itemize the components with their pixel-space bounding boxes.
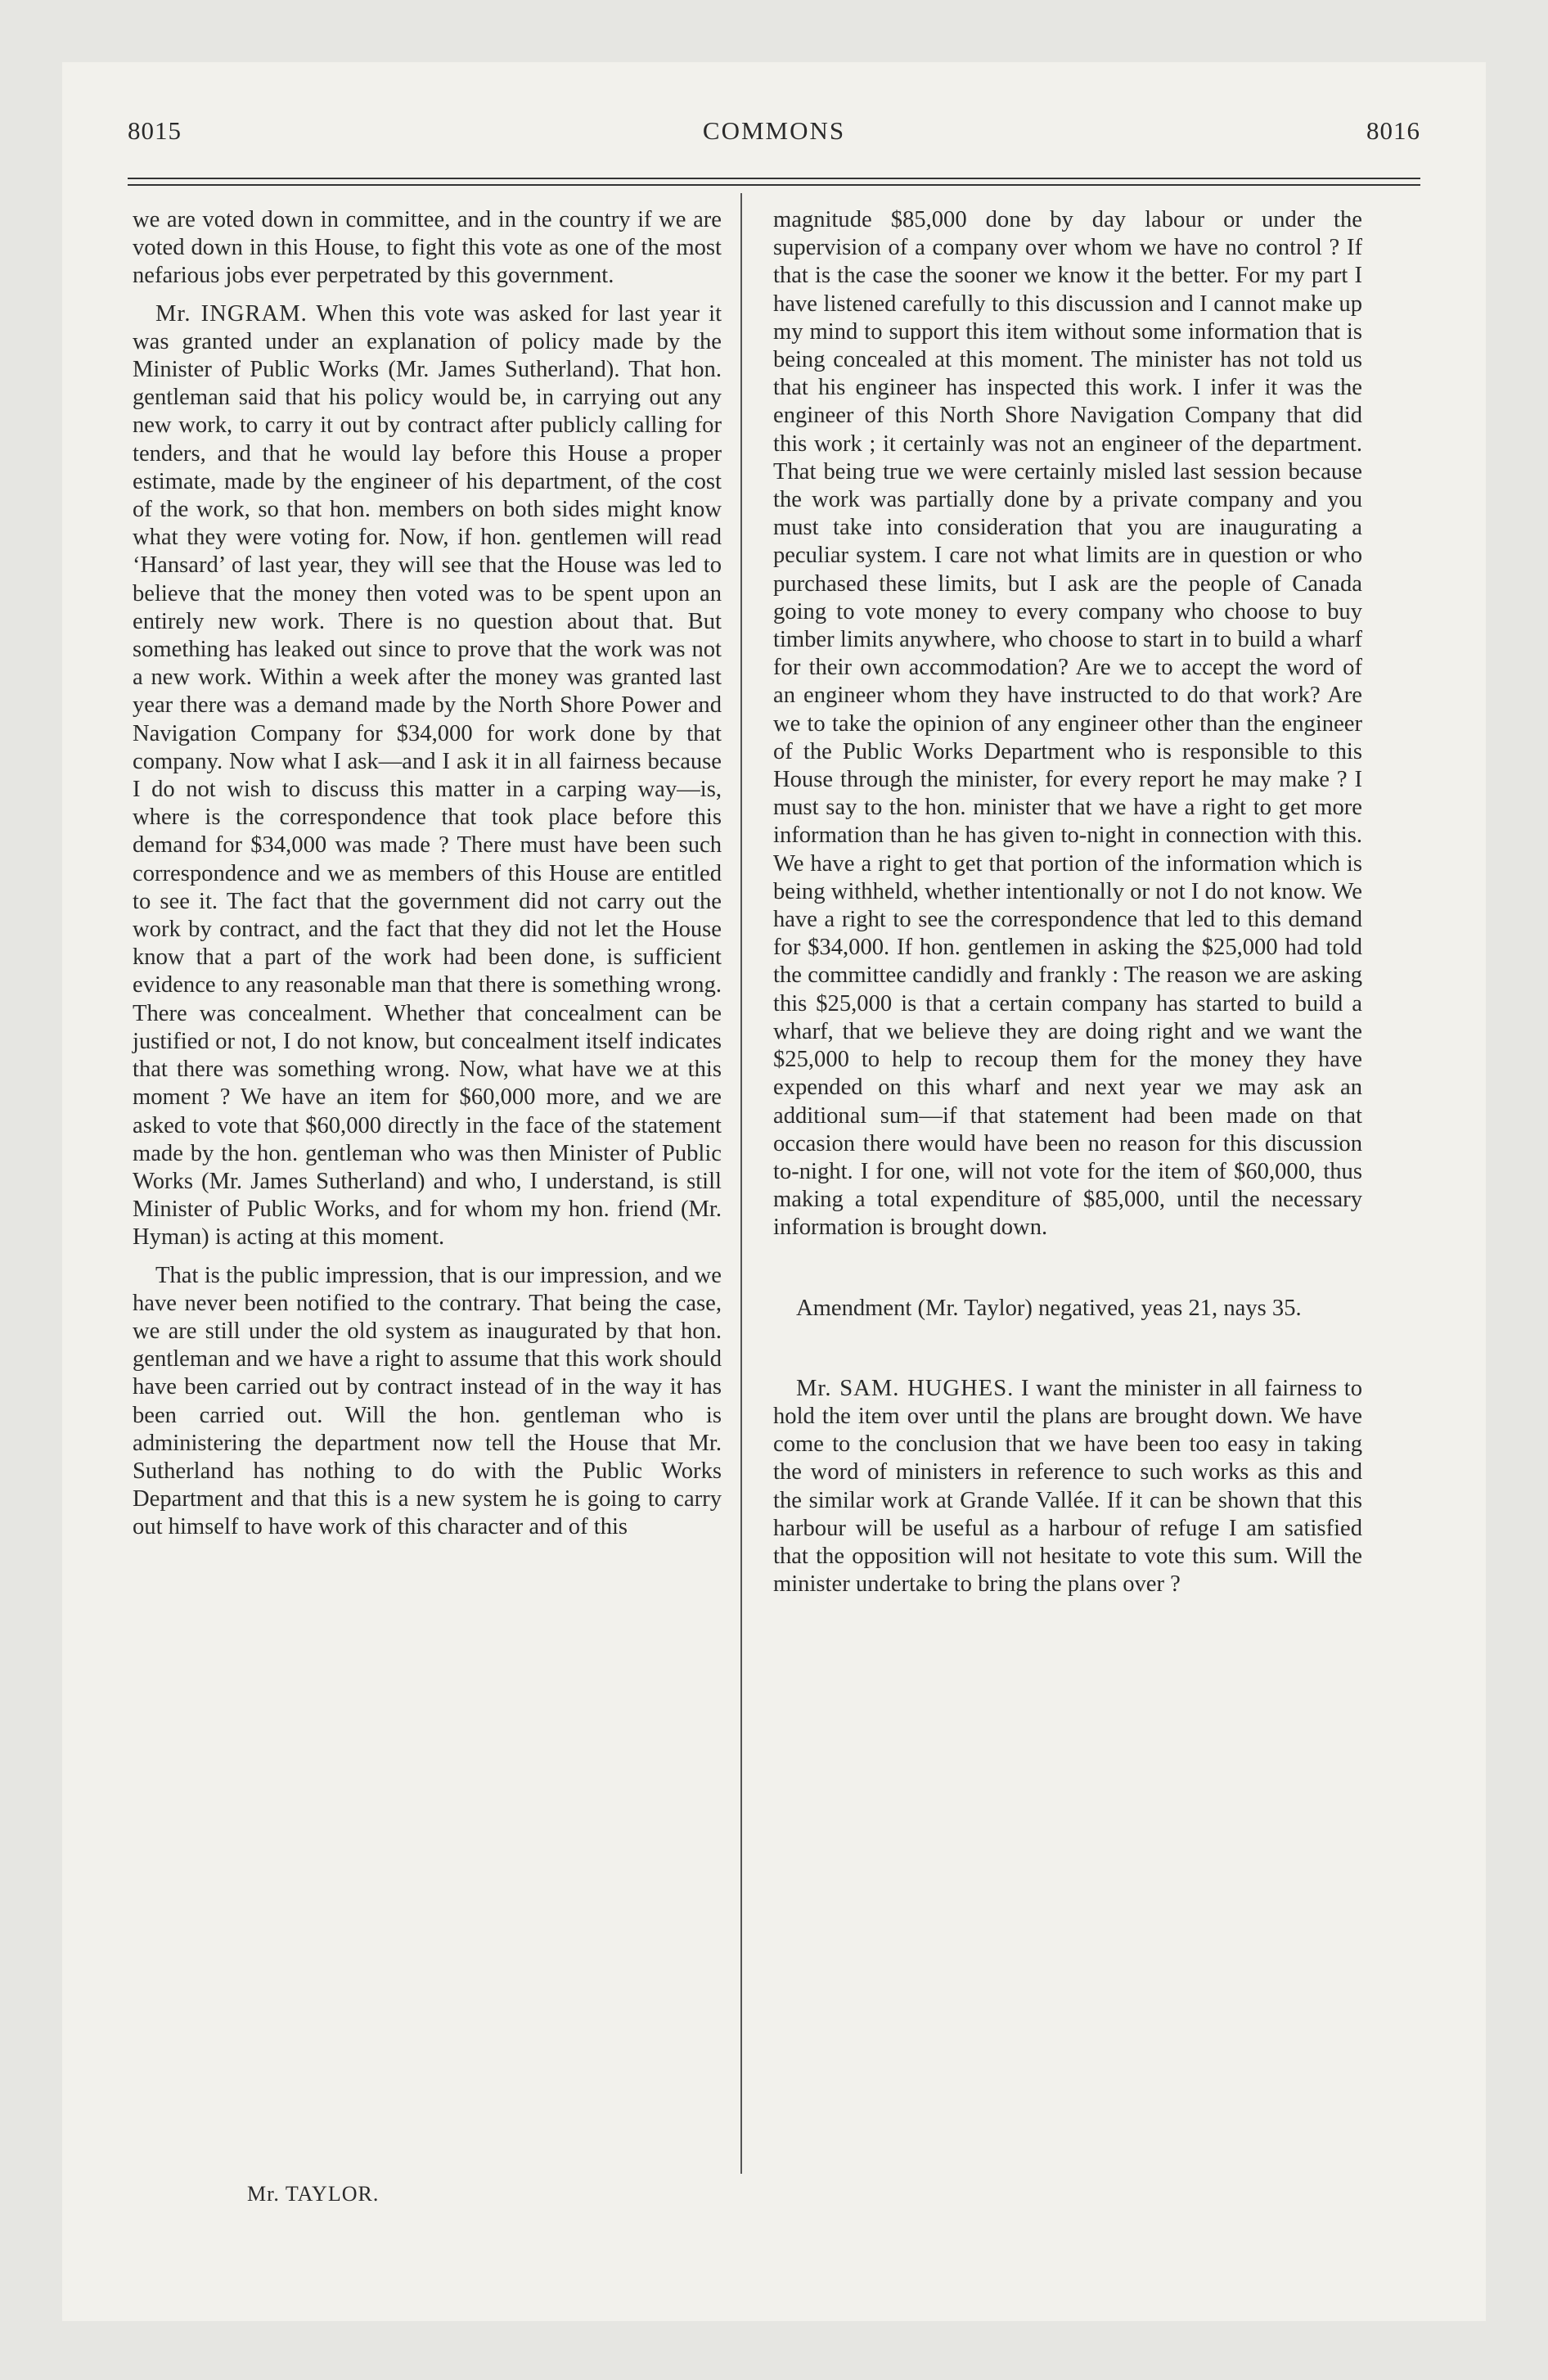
column-divider — [740, 193, 742, 2174]
speaker-name: Mr. INGRAM. — [155, 300, 308, 327]
speech-text: I want the minister in all fairness to hold the item over until the plans are brought down. We have come to the conclusion that we have been too easy in taking the word of ministers in reference to such works as this and the similar work at Grande Vallée. If it can be shown that this harbour will be useful as a harbour of refuge I am satisfied that the opposition will not hesitate to vote this sum. Will the minister undertake to bring the plans over ? — [773, 1375, 1362, 1598]
catchword: Mr. TAYLOR. — [247, 2182, 380, 2206]
page-number-left: 8015 — [128, 116, 182, 145]
header-double-rule — [128, 178, 1420, 186]
page-number-right: 8016 — [1366, 116, 1420, 145]
right-column — [773, 206, 1362, 1608]
paragraph: we are voted down in committee, and in the country if we are voted down in this House, to fight this vote as one of the most nefarious jobs ever perpetrated by this government. — [133, 207, 722, 289]
page — [62, 62, 1486, 2321]
paragraph-ingram — [133, 300, 722, 1252]
speech-text: When this vote was asked for last year it was granted under an explanation of policy made by the Minister of Public Works (Mr. James Sutherland). That hon. gentleman said that his policy would be, in carrying out any new work, to carry it out by contract after publicly calling for tenders, and that he would lay before this House a proper estimate, made by the engineer of his department, of the cost of the work, so that hon. members on both sides might know what they were voting for. Now, if hon. gentlemen will read ‘Hansard’ of last year, they will see that the House was led to believe that the money then voted was to be spent upon an entirely new work. There is no question about that. But something has leaked out since to prove that the work was not a new work. Within a week after the money was granted last year there was a demand made by the North Shore Power and Navigation Company for $34,000 for work done by that company. Now what I ask—and I ask it in all fairness because I do not wish to discuss this matter in a carping way—is, where is the correspondence that took place before this demand for $34,000 was made ? There must have been such correspondence and we as members of this House are entitled to see it. The fact that the government did not carry out the work by contract, and the fact that they did not let the House know that a part of the work had been done, is sufficient evidence to any reasonable man that there is something wrong. There was concealment. Whether that concealment can be justified or not, I do not know, but concealment itself indicates that there was something wrong. Now, what have we at this moment ? We have an item for $60,000 more, and we are asked to vote that $60,000 directly in the face of the statement made by the hon. gentleman who was then Minister of Public Works (Mr. James Sutherland) and who, I understand, is still Minister of Public Works, and for whom my hon. friend (Mr. Hyman) is acting at this moment. — [133, 300, 722, 1251]
page-header — [128, 116, 1420, 149]
speaker-name: Mr. SAM. HUGHES. — [796, 1375, 1015, 1401]
amendment-result: Amendment (Mr. Taylor) negatived, yeas 21, nays 35. — [796, 1295, 1302, 1321]
left-column — [133, 206, 722, 1552]
paragraph-hughes — [773, 1375, 1362, 1599]
paragraph: That is the public impression, that is our impression, and we have never been notified to the contrary. That being the case, we are still under the old system as inaugurated by that hon. gentleman and we have a right to assume that this work should have been carried out by contract instead of in the way it has been carried out. Will the hon. gentleman who is administering the department now tell the House that Mr. Sutherland has nothing to do with the Public Works Department and that this is a new system he is going to carry out himself to have work of this character and of this — [133, 1262, 722, 1540]
page-title: COMMONS — [702, 116, 846, 145]
paragraph: magnitude $85,000 done by day labour or under the supervision of a company over whom we have no control ? If that is the case the sooner we know it the better. For my part I have listened carefully to this discussion and I cannot make up my mind to support this item without some information that is being concealed at this moment. The minister has not told us that his engineer has inspected this work. I infer it was the engineer of this North Shore Navigation Company that did this work ; it certainly was not an engineer of the department. That being true we were certainly misled last session because the work was partially done by a private company and you must take into consideration that you are inaugurating a peculiar system. I care not what limits are in question or who purchased these limits, but I ask are the people of Canada going to vote money to every company who choose to buy timber limits anywhere, who choose to start in to build a wharf for their own accommodation? Are we to accept the word of an engineer whom they have instructed to do that work? Are we to take the opinion of any engineer other than the engineer of the Public Works Department who is responsible to this House through the minister, for every report he may make ? I must say to the hon. minister that we have a right to get more information than he has given to-night in connection with this. We have a right to get that portion of the information which is being withheld, whether intentionally or not I do not know. We have a right to see the correspondence that led to this demand for $34,000. If hon. gentlemen in asking the $25,000 had told the committee candidly and frankly : The reason we are asking this $25,000 is that a certain company has started to build a wharf, that we believe they are doing right and we want the $25,000 to help to recoup them for the money they have expended on this wharf and next year we may ask an additional sum—if that statement had been made on that occasion there would have been no reason for this discussion to-night. I for one, will not vote for the item of $60,000, thus making a total expenditure of $85,000, until the necessary information is brought down. — [773, 207, 1362, 1241]
